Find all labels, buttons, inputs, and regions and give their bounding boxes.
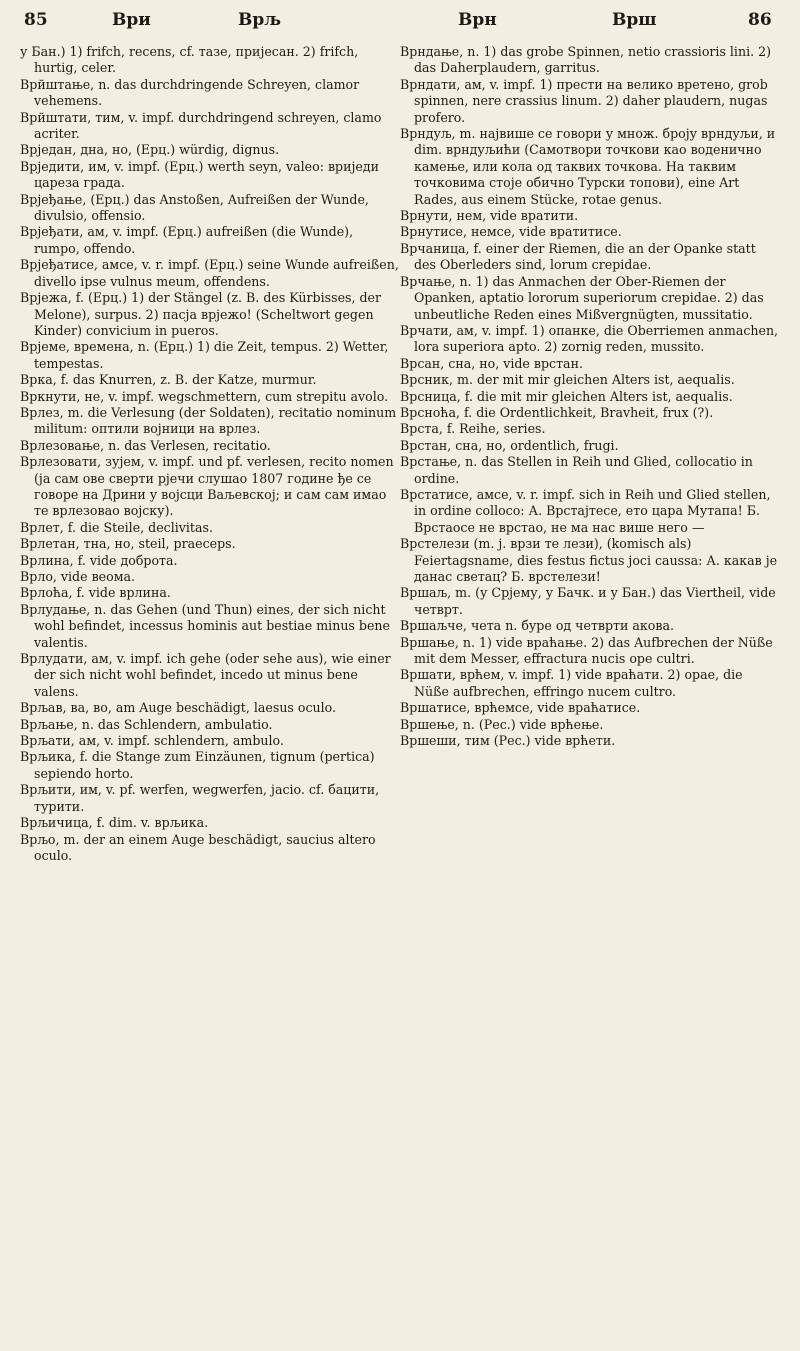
dictionary-entry: Врндуљ, m. највише се говори у множ. броју врндуљи, и dim. врндуљићи (Самотвори точкови као воденично камење, или кола од таквих точкова. На таквим точковима стоје обично Турски топови), eine Art Rades, aus einem Stücke, rotae genus. [400,126,776,207]
guide-word-left-first: Ври [112,10,151,30]
dictionary-entry: Врсноћа, f. die Ordentlichkeit, Bravheit, frux (?). [400,404,714,420]
dictionary-entry: Врјеђати, ам, v. impf. (Ерц.) aufreißen (die Wunde), rumpo, offendo. [20,224,354,256]
dictionary-entry: Врсница, f. die mit mir gleichen Alters ist, aequalis. [400,388,733,404]
dictionary-entry: Врједан, дна, но, (Ерц.) würdig, dignus. [20,142,280,158]
dictionary-entry: Врчати, ам, v. impf. 1) опанке, die Oberriemen anmachen, lora superiora apto. 2) zornig reden, mussito. [400,322,779,355]
dictionary-entry: Вршаљче, чета n. буре од четврти акова. [400,618,674,634]
dictionary-entry: Вршање, n. 1) vide враћање. 2) das Aufbrechen der Nüße mit dem Messer, effractura nucis ope cultri. [400,634,773,667]
left-column [20,44,400,864]
dictionary-entry: Врлудање, n. das Gehen (und Thun) eines, der sich nicht wohl befindet, incessus hominis aut bestiae minus bene valentis. [20,601,390,650]
dictionary-entry: Врјежа, f. (Ерц.) 1) der Stängel (z. B. des Kürbisses, der Melone), surpus. 2) пасја врјежо! (Scheltwort gegen Kinder) convicium in pueros. [20,290,382,338]
page-number-left: 85 [24,10,48,30]
dictionary-entry: Врстање, n. das Stellen in Reih und Glied, collocatio in ordine. [400,454,753,486]
dictionary-entry: Врчање, n. 1) das Anmachen der Ober-Riemen der Opanken, aptatio lororum superiorum crepidae. 2) das unbeutliche Reden eines Mißvergnügten, mussitatio. [400,273,764,322]
right-column [400,44,780,749]
dictionary-entry: Врнутисе, немсе, vide вратитисе. [400,224,622,240]
page-header [0,6,800,36]
guide-word-right-last: Врш [612,10,657,30]
dictionary-entry: Врјеме, времена, n. (Ерц.) 1) die Zeit, tempus. 2) Wetter, tempestas. [20,339,389,371]
dictionary-entry: Вршеши, тим (Рес.) vide врћети. [400,733,616,749]
dictionary-entry: Врљичица, f. dim. v. врљика. [20,815,209,831]
dictionary-entry: Врсан, сна, но, vide врстан. [400,355,583,371]
dictionary-entry: Врйштање, n. das durchdringende Schreyen, clamor vehemens. [20,76,360,109]
dictionary-entry: Врлет, f. die Steile, declivitas. [20,519,213,535]
dictionary-entry: Врљав, ва, во, am Auge beschädigt, laesus oculo. [20,700,337,716]
dictionary-entry: Врлезовање, n. das Verlesen, recitatio. [20,437,271,453]
dictionary-entry: Врсник, m. der mit mir gleichen Alters ist, aequalis. [400,372,735,388]
page-number-right: 86 [748,10,772,30]
dictionary-entry: Вршење, n. (Рес.) vide врћење. [400,716,604,732]
dictionary-entry: Врједити, им, v. impf. (Ерц.) werth seyn, valeo: вриједи цареза града. [20,158,380,191]
dictionary-entry: Врљање, n. das Schlendern, ambulatio. [20,716,273,732]
dictionary-entry: Врстатисе, амсе, v. r. impf. sich in Reih und Glied stellen, in ordine colloco: А. Врстајтесе, ето цара Мутапа! Б. Врстаосе не врстао, не ма нас више него — [400,486,771,535]
dictionary-entry: Врнути, нем, vide вратити. [400,208,579,224]
dictionary-entry: Врстелези (m. ј. врзи те лези), (komisch als) Feiertagsname, dies festus fictus joci caussa: А. какав је данас светац? Б. врстелези! [400,536,778,584]
dictionary-entry: Врндати, ам, v. impf. 1) прести на велико вретено, grob spinnen, nere crassius linum. 2) daher plaudern, nugas profero. [400,76,768,125]
dictionary-entry: Врљати, ам, v. impf. schlendern, ambulo. [20,733,284,749]
dictionary-entry: Врлоћа, f. vide врлина. [20,585,171,601]
dictionary-entry: Вршаљ, m. (у Срјему, у Бачк. и у Бан.) das Viertheil, vide четврт. [400,585,776,617]
dictionary-entry: Вркнути, не, v. impf. wegschmettern, cum strepitu avolo. [20,388,389,404]
guide-word-left-last: Врљ [238,10,282,30]
dictionary-entry: Врлезовати, зујем, v. impf. und pf. verlesen, recito nomen (ја сам ове сверти рјечи слушао 1807 године ђе се говоре на Дрини у војсци Ваљевској; и сам сам имао те врлезовао војску). [20,454,394,519]
dictionary-entry: Врндање, n. 1) das grobe Spinnen, netio crassioris lini. 2) das Daherplaudern, garritus. [400,44,772,76]
dictionary-entry: Врљика, f. die Stange zum Einzäunen, tignum (pertica) sepiendo horto. [20,749,375,781]
guide-word-right-first: Врн [458,10,497,30]
dictionary-entry: Врјеђатисе, амсе, v. r. impf. (Ерц.) seine Wunde aufreißen, divello ipse vulnus meum, offendens. [20,257,399,289]
dictionary-entry: Врка, f. das Knurren, z. B. der Katze, murmur. [20,372,317,388]
dictionary-entry: Врстан, сна, но, ordentlich, frugi. [400,437,619,453]
dictionary-entry: Врста, f. Reihe, series. [400,421,546,437]
dictionary-entry: Врйштати, тим, v. impf. durchdringend schreyen, clamo acriter. [20,109,382,142]
dictionary-entry: Врлез, m. die Verlesung (der Soldaten), recitatio nominum militum: оптили војници на врлез. [20,404,397,437]
dictionary-entry: Врлудати, ам, v. impf. ich gehe (oder sehe aus), wie einer der sich nicht wohl befindet, incedo ut minus bene valens. [20,651,391,699]
dictionary-entry: Вршатисе, врћемсе, vide враћатисе. [400,700,641,716]
dictionary-entry: Врлетан, тна, но, steil, praeceps. [20,536,236,552]
dictionary-entry: Врјеђање, (Ерц.) das Anstoßen, Aufreißen der Wunde, divulsio, offensio. [20,191,369,224]
dictionary-entry: Врљити, им, v. pf. werfen, wegwerfen, jacio. cf. бацити, турити. [20,782,380,814]
dictionary-entry: Врлина, f. vide доброта. [20,552,178,568]
dictionary-entry: Врло, vide веома. [20,569,135,584]
dictionary-entry: Вршати, врћем, v. impf. 1) vide враћати. 2) орае, die Nüße aufbrechen, effringo nucem cultro. [400,667,743,699]
dictionary-entry: Врљо, m. der an einem Auge beschädigt, saucius altero oculo. [20,831,376,863]
dictionary-entry: Врчаница, f. einer der Riemen, die an der Opanke statt des Oberleders sind, lorum crepidae. [400,240,756,273]
dictionary-entry: у Бан.) 1) frifch, recens, cf. тазе, пријесан. 2) frifch, hurtig, celer. [20,44,359,76]
